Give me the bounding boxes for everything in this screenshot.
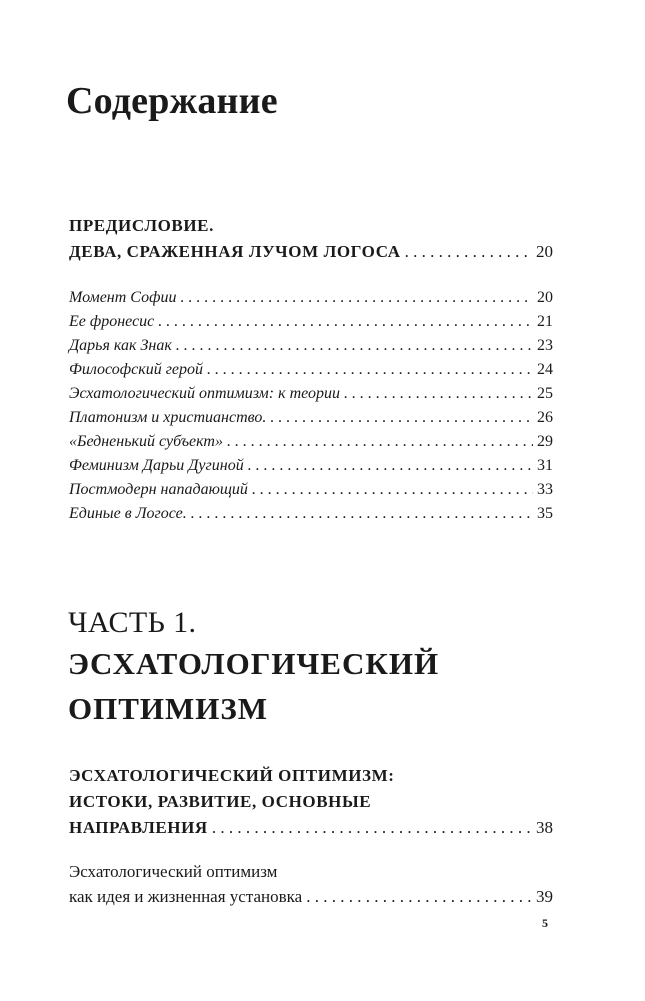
page-ref: 23 [537,337,553,354]
entry-label: «Бедненький субъект» [69,433,223,450]
entry-label: Феминизм Дарьи Дугиной [69,457,244,474]
page-ref: 20 [537,289,553,306]
toc-entry[interactable] [69,289,553,307]
chapter-heading-line2: ИСТОКИ, РАЗВИТИЕ, ОСНОВНЫЕ [69,792,372,811]
leader-dots [248,457,533,475]
preface-heading-line2: ДЕВА, СРАЖЕННАЯ ЛУЧОМ ЛОГОСА [69,242,401,261]
entry-label: Дарья как Знак [69,337,172,354]
leader-dots [227,433,533,451]
toc-entry[interactable] [69,337,553,355]
entry-label: Философский герой [69,361,204,378]
toc-entry[interactable] [69,385,553,403]
leader-dots [306,887,532,907]
leader-dots [191,505,533,523]
chapter-item-line1: Эсхатологический оптимизм [69,862,278,881]
leader-dots [252,481,533,499]
page-ref: 25 [537,385,553,402]
page-ref: 39 [536,887,553,906]
leader-dots [405,242,532,262]
chapter-heading-line3: НАПРАВЛЕНИЯ [69,818,208,837]
entry-label: Момент Софии [69,289,177,306]
entry-label: Единые в Логосе. [69,505,187,522]
toc-entry[interactable] [69,505,553,523]
page-ref: 21 [537,313,553,330]
part-title-line1: ЭСХАТОЛОГИЧЕСКИЙ [68,646,440,681]
page-ref: 33 [537,481,553,498]
toc-entry[interactable] [69,481,553,499]
leader-dots [158,313,533,331]
toc-entry-preface[interactable] [69,242,553,262]
entry-label: Эсхатологический оптимизм: к теории [69,385,341,402]
entry-label: Ее фронесис [69,313,155,330]
part-title-line2: ОПТИМИЗМ [68,691,269,726]
chapter-item-line2: как идея и жизненная установка [69,887,303,906]
leader-dots [207,361,533,379]
page-number: 5 [542,916,548,930]
toc-entry[interactable] [69,313,553,331]
toc-entry-chapter-item[interactable] [69,887,553,907]
page-ref: 38 [536,818,553,837]
page-ref: 24 [537,361,553,378]
leader-dots [270,409,533,427]
toc-entry-chapter[interactable] [69,818,553,838]
entry-label: Платонизм и христианство. [69,409,267,426]
part-label: ЧАСТЬ 1. [68,606,197,639]
page-ref: 29 [537,433,553,450]
page-ref: 26 [537,409,553,426]
leader-dots [176,337,533,355]
toc-entry[interactable] [69,409,553,427]
chapter-heading-line1: ЭСХАТОЛОГИЧЕСКИЙ ОПТИМИЗМ: [69,766,395,785]
toc-entry[interactable] [69,433,553,451]
leader-dots [212,818,532,838]
page-ref: 31 [537,457,553,474]
toc-entry[interactable] [69,457,553,475]
entry-label: Постмодерн нападающий [69,481,248,498]
preface-heading-line1: ПРЕДИСЛОВИЕ. [69,216,214,235]
page-ref: 20 [536,242,553,261]
toc-entry[interactable] [69,361,553,379]
page-ref: 35 [537,505,553,522]
leader-dots [344,385,533,403]
leader-dots [180,289,533,307]
page-title: Содержание [66,80,278,122]
